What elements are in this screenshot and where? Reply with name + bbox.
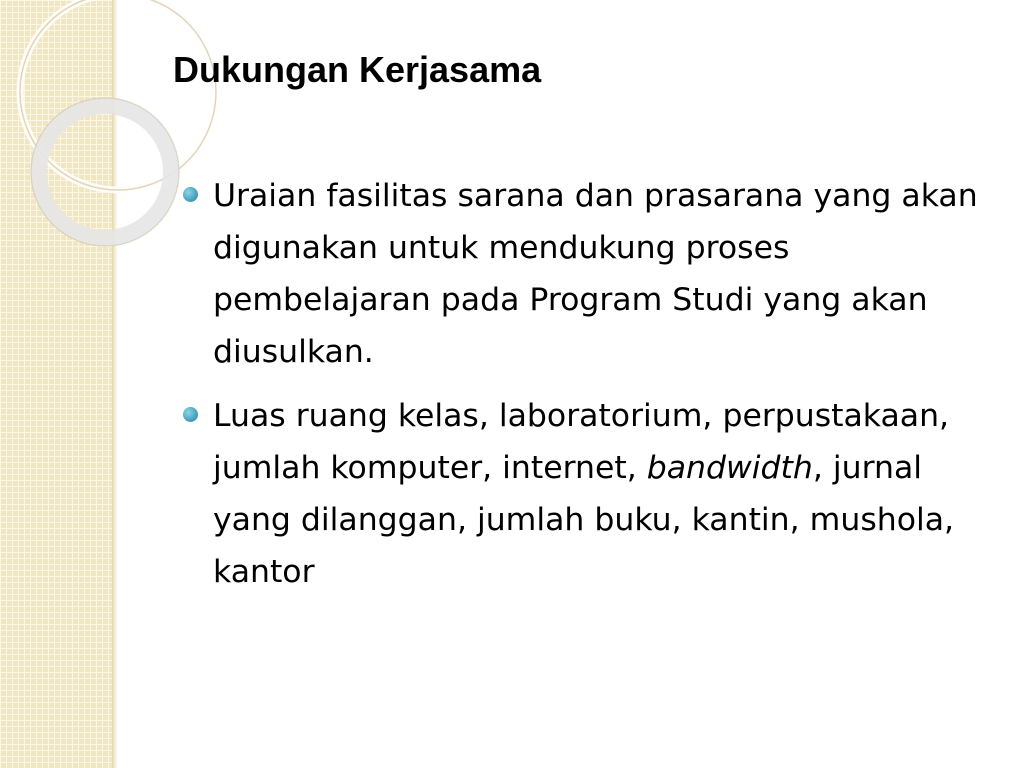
bullet-text-segment: Uraian fasilitas sarana dan prasarana yang akan digunakan untuk mendukung proses pembelajaran pada Program Studi yang akan diusulkan. <box>213 178 978 370</box>
slide-title: Dukungan Kerjasama <box>173 49 542 90</box>
bullet-text <box>213 398 954 590</box>
decorative-ring-large-shadow <box>20 0 216 190</box>
bullet-text <box>213 178 978 370</box>
bullet-text-segment: Luas ruang kelas, laboratorium, perpustakaan, jumlah komputer, internet, <box>213 398 950 486</box>
decorative-rings <box>0 0 200 260</box>
bullet-list <box>183 170 983 610</box>
bullet-text-italic-segment: bandwidth <box>646 450 813 486</box>
bullet-text-segment: , jurnal yang dilanggan, jumlah buku, kantin, mushola, kantor <box>213 450 955 590</box>
bullet-item <box>183 390 983 598</box>
circle-bullet-icon <box>183 187 198 202</box>
bullet-item <box>183 170 983 378</box>
circle-bullet-icon <box>183 407 198 422</box>
